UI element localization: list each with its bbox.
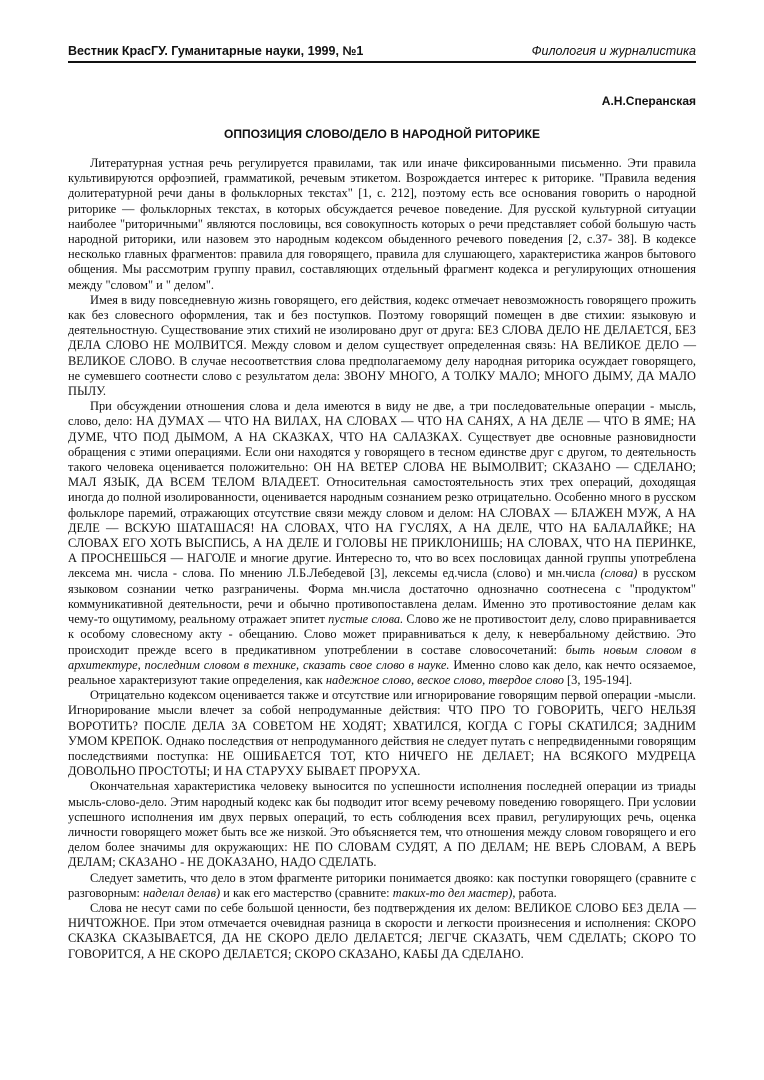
text-run: и как его мастерство (сравните: [220,885,393,900]
body-paragraph [68,871,696,901]
text-run: Имея в виду повседневную жизнь говорящего, его действия, кодекс отмечает невозможность говорящего прожить как без словесного оформления, так и без поступков. Поэтому говорящий помещен в две стихии: языковую и деятельностную. Существование этих стихий не изолировано друг от друга: БЕЗ СЛОВА ДЕЛО НЕ ДЕЛАЕТСЯ, БЕЗ ДЕЛА СЛОВО НЕ МОЛВИТСЯ. Между словом и делом существует определенная связь: НА ВЕЛИКОЕ ДЕЛО — ВЕЛИКОЕ СЛОВО. В случае несоответствия слова предполагаемому делу народная риторика осуждает говорящего, не сумевшего соотнести слово с результатом дела: ЗВОНУ МНОГО, А ТОЛКУ МАЛО; МНОГО ДЫМУ, ДА МАЛО ПЫЛУ. [68,292,696,399]
text-run: Слово же не противостоит делу, слово приравнивается к особому словесному акту - обещанию. Слово может приравниваться к делу, к невербальному действию. Это происходит прежде всего в предикативном употреблении в составе словосочетаний: [68,612,697,657]
text-run: Литературная устная речь регулируется правилами, так или иначе фиксированными письменно. Эти правила культивируются орфоэпией, грамматикой, речевым этикетом. Возрождается интерес к риторике. "Правила ведения долитературной речи даны в фольклорных текстах" [1, с. 212], поэтому есть все основания говорить о народной риторике — фольклорных текстах, в которых обсуждается речевое поведение. Для русской культурной ситуации наиболее "риторичными" являются пословицы, вся совокупность которых о речи представляет собой большую часть народной риторики, или назовем это народным кодексом обыденного речевого поведения [2, с.37- 38]. В кодексе несколько главных фрагментов: правила для говорящего, правила для слушающего, характеристика жанров бытового общения. Мы рассмотрим группу правил, составляющих отдельный фрагмент кодекса и регулирующих отношения между "словом" и " делом". [68,156,696,292]
article-author: А.Н.Сперанская [601,94,696,108]
text-run: работа. [515,885,557,900]
body-paragraph [68,901,696,962]
text-run: Именно слово как дело, как нечто осязаемое, реальное характеризуют такие определения, как [68,657,696,687]
text-run: Следует заметить, что дело в этом фрагменте риторики понимается двояко: как поступки говорящего (сравните с разговорным: [68,870,696,900]
italic-text: надежное слово, веское слово, твердое слово [325,672,564,687]
italic-text: (слова) [600,566,638,581]
body-paragraph [68,399,696,688]
text-run: Слова не несут сами по себе большой ценности, без подтверждения их делом: ВЕЛИКОЕ СЛОВО БЕЗ ДЕЛА — НИЧТОЖНОЕ. При этом отмечается очевидная разница в скорости и легкости произнесения и исполнения: СКОРО СКАЗКА СКАЗЫВАЕТСЯ, ДА НЕ СКОРО ДЕЛО ДЕЛАЕТСЯ; ЛЕГЧЕ СКАЗАТЬ, ЧЕМ СДЕЛАТЬ; СКОРО ТО ГОВОРИТСЯ, А НЕ СКОРО ДЕЛАЕТСЯ; СКОРО СКАЗАНО, КАБЫ ДА СДЕЛАНО. [68,900,696,961]
article-body [68,156,696,962]
italic-text: быть новым словом в архитектуре, последним словом в технике, сказать свое слово в науке. [68,642,696,672]
text-run: При обсуждении отношения слова и дела имеются в виду не две, а три последовательные операции - мысль, слово, дело: НА ДУМАХ — ЧТО НА ВИЛАХ, НА СЛОВАХ — ЧТО НА САНЯХ, А НА ДЕЛЕ — ЧТО В ЯМЕ; НА ДУМЕ, ЧТО ПОД ДЫМОМ, А НА СКАЗКАХ, ЧТО НА САЛАЗКАХ. Существует две основные разновидности обращения с этими операциями. Если они находятся у говорящего в тесном единстве друг с другом, то деятельность такого человека оценивается положительно: ОН НА ВЕТЕР СЛОВА НЕ ВЫМОЛВИТ; СКАЗАНО — СДЕЛАНО; МАЛ ЯЗЫК, ДА ВСЕМ ТЕЛОМ ВЛАДЕЕТ. Относительная самостоятельность этих трех операций, доходящая иногда до полной изолированности, оценивается народным сознанием резко отрицательно. Особенно много в русском фольклоре паремий, отражающих отсутствие связи между словом и делом: НА СЛОВАХ — БЛАЖЕН МУЖ, А НА ДЕЛЕ — ВСКУЮ ШАТАШАСЯ! НА СЛОВАХ, ЧТО НА ГУСЛЯХ, А НА ДЕЛЕ, ЧТО НА БАЛАЛАЙКЕ; НА СЛОВАХ ЕГО ХОТЬ ВЫСПИСЬ, А НА ДЕЛЕ И ГОЛОВЫ НЕ ПРИКЛОНИШЬ; НА СЛОВАХ, ЧТО НА ПЕРИНКЕ, А ПРОСНЕШЬСЯ — НАГОЛЕ и многие другие. Интересно то, что во всех пословицах данной группы употреблена лексема мн. числа - слова. По мнению Л.Б.Лебедевой [3], лексемы ед.числа (слово) и мн.числа [68,399,696,581]
running-header [68,44,696,63]
body-paragraph [68,779,696,870]
text-run: Окончательная характеристика человеку выносится по успешности исполнения последней операции из триады мысль-слово-дело. Этим народный кодекс как бы подводит итог всему речевому поведению говорящего. При условии успешного исполнения им двух первых операций, то есть соблюдения всех правил, регулирующих речь, оценка личности говорящего может быть все же низкой. Это объясняется тем, что отношения между словом говорящего и его делом более значимы для окружающих: НЕ ПО СЛОВАМ СУДЯТ, А ПО ДЕЛАМ; НЕ ВЕРЬ СЛОВАМ, А ВЕРЬ ДЕЛАМ; СКАЗАНО - НЕ ДОКАЗАНО, НАДО СДЕЛАТЬ. [68,779,696,870]
article-title: ОППОЗИЦИЯ СЛОВО/ДЕЛО В НАРОДНОЙ РИТОРИКЕ [223,127,541,141]
italic-text: таких-то дел мастер), [392,885,516,900]
text-run: [3, 195-194]. [563,672,633,687]
text-run: Отрицательно кодексом оценивается также и отсутствие или игнорирование говорящим первой операции -мысли. Игнорирование мысли влечет за собой непродуманные действия: ЧТО ПРО ТО ГОВОРИТЬ, ЧЕГО НЕЛЬЗЯ ВОРОТИТЬ? ПОСЛЕ ДЕЛА ЗА СОВЕТОМ НЕ ХОДЯТ; ХВАТИЛСЯ, КОГДА С ГОРЫ СКАТИЛСЯ; ЗАДНИМ УМОМ КРЕПОК. Однако последствия от непродуманного действия не следует путать с непредвиденными говорящим последствиями поступка: НЕ ОШИБАЕТСЯ ТОТ, КТО НИЧЕГО НЕ ДЕЛАЕТ; НА ВСЯКОГО МУДРЕЦА ДОВОЛЬНО ПРОСТОТЫ; И НА СТАРУХУ БЫВАЕТ ПРОРУХА. [68,688,696,779]
italic-text: наделал делав) [143,885,221,900]
text-run: в русском языковом сознании четко разграничены. Форма мн.числа достаточно однозначно соотнесена с "продуктом" коммуникативной деятельности, речи и обычно противопоставлена делам. Именно это противостояние делам как чему-то ощутимому, реальному отражает эпитет [68,566,696,627]
section-name: Филология и журналистика [531,44,696,58]
body-paragraph [68,293,696,399]
body-paragraph [68,156,696,293]
italic-text: пустые слова. [328,612,404,627]
journal-name: Вестник КрасГУ. Гуманитарные науки, 1999, №1 [68,44,364,58]
body-paragraph [68,688,696,779]
